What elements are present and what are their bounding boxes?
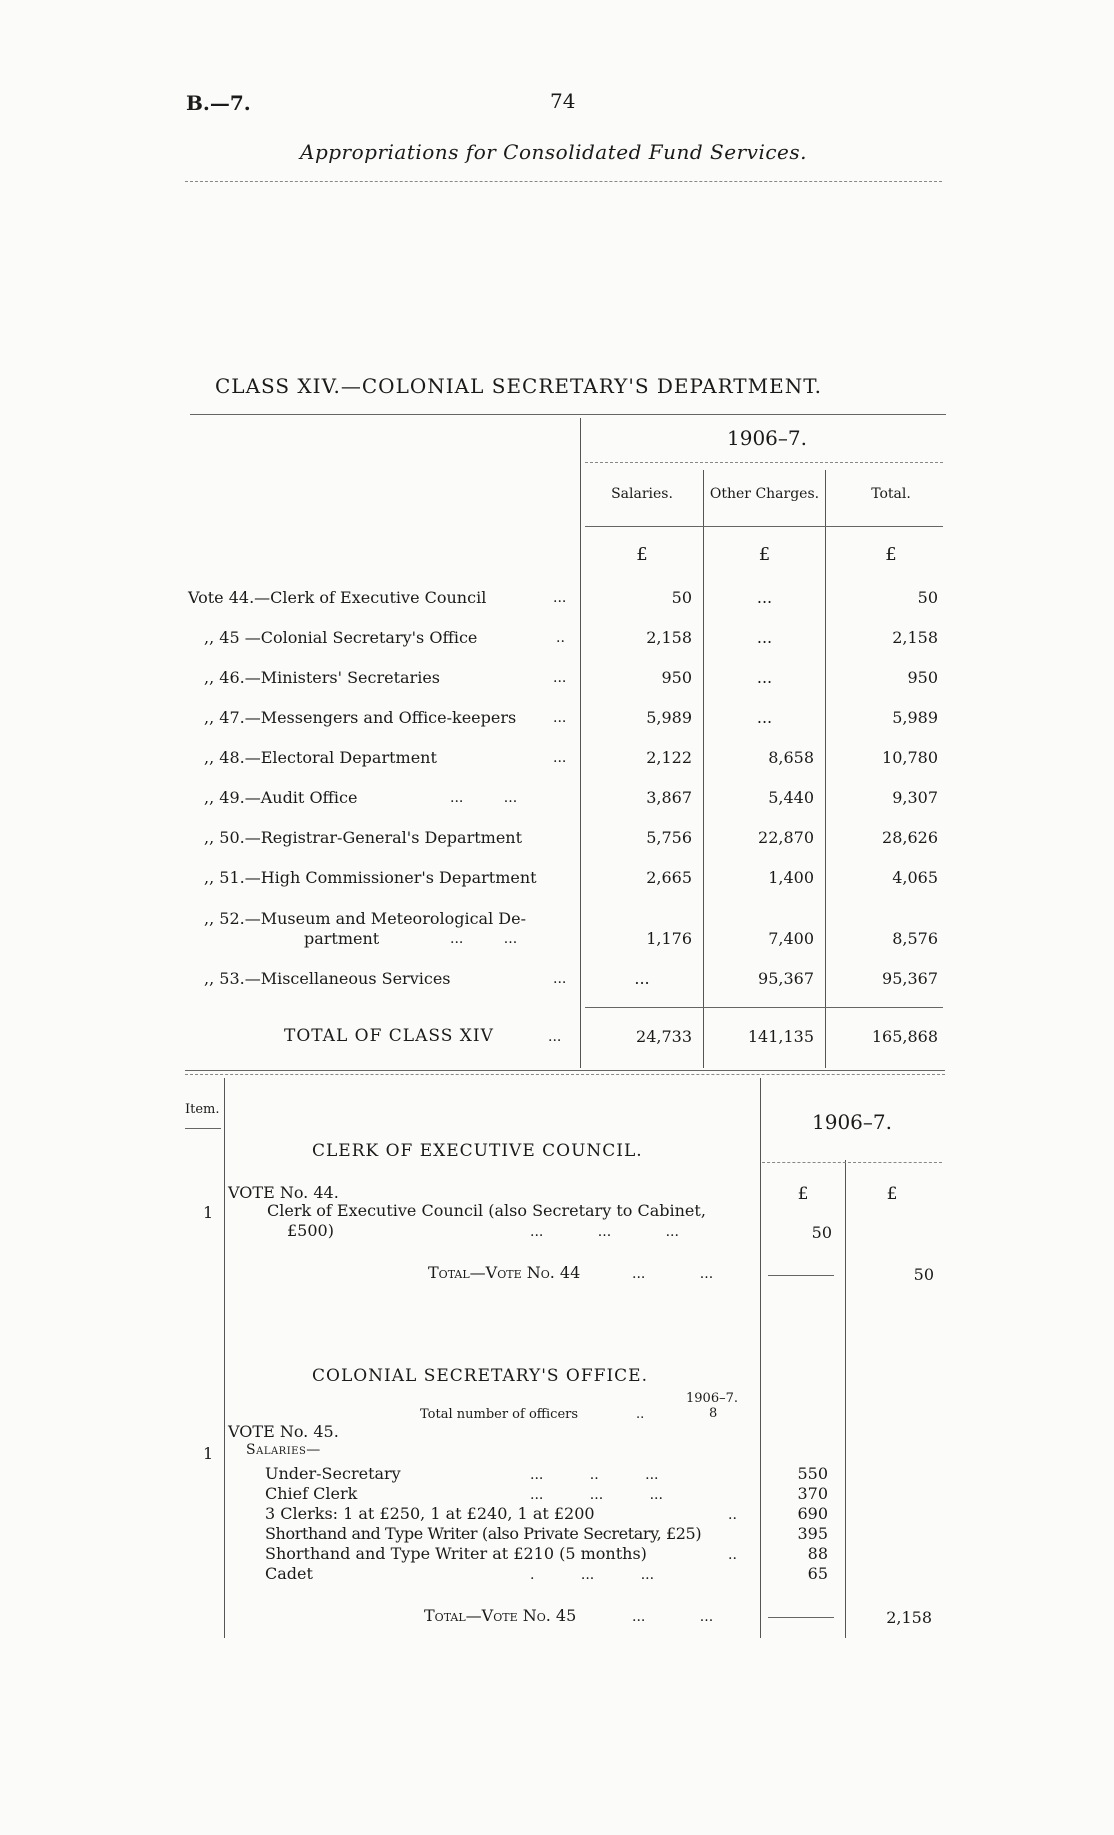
- leader-dots: ...: [548, 1029, 562, 1045]
- total-value: 95,367: [882, 969, 938, 988]
- salaries-value: 50: [671, 588, 692, 607]
- item-header: Item.: [185, 1102, 220, 1117]
- vote-total-label: Total—Vote No. 45: [424, 1606, 577, 1625]
- other-charges-value: ...: [756, 628, 773, 647]
- item-header-rule: [185, 1128, 221, 1129]
- leader-dots: ... ...: [632, 1609, 714, 1625]
- leader-dots: ... ... ...: [530, 1224, 679, 1240]
- summary-row-label-continued: partment: [304, 929, 380, 948]
- total-label: TOTAL OF CLASS XIV: [284, 1026, 494, 1046]
- total-value: 28,626: [882, 828, 938, 847]
- total-rule: [585, 1007, 943, 1008]
- other-charges-value: 5,440: [768, 788, 814, 807]
- salary-amount: 395: [797, 1524, 828, 1543]
- amount-col-divider-1: [760, 1078, 761, 1638]
- salaries-value: 950: [661, 668, 692, 687]
- leader-dots: ... ...: [450, 931, 518, 947]
- currency-other: £: [758, 544, 771, 565]
- leader-dots: ... ... ...: [530, 1487, 663, 1503]
- officers-year: 1906–7.: [686, 1391, 738, 1406]
- total-other-charges: 141,135: [747, 1027, 814, 1046]
- total-value: 10,780: [882, 748, 938, 767]
- summary-row-label: ,, 52.—Museum and Meteorological De-: [204, 909, 526, 928]
- leader-dots: ... ...: [632, 1266, 714, 1282]
- page-title: Appropriations for Consolidated Fund Services.: [300, 140, 808, 164]
- item-number: 1: [203, 1203, 214, 1222]
- salary-description: Cadet: [265, 1564, 313, 1583]
- salaries-value: 5,756: [646, 828, 692, 847]
- detail-year-rule: [762, 1162, 942, 1163]
- col-header-total: Total.: [871, 486, 911, 502]
- other-charges-value: 1,400: [768, 868, 814, 887]
- total-value: 950: [907, 668, 938, 687]
- leader-dots: ..: [728, 1547, 737, 1563]
- detail-year: 1906–7.: [812, 1110, 892, 1134]
- other-charges-value: 95,367: [758, 969, 814, 988]
- salaries-value: 5,989: [646, 708, 692, 727]
- summary-row-label: ,, 53.—Miscellaneous Services: [204, 969, 451, 988]
- item-number: 1: [203, 1444, 214, 1463]
- section-rule-2: [185, 1074, 945, 1075]
- item-amount: 50: [811, 1223, 832, 1242]
- section-heading: COLONIAL SECRETARY'S OFFICE.: [312, 1366, 648, 1386]
- other-charges-value: 8,658: [768, 748, 814, 767]
- salary-description: Shorthand and Type Writer (also Private Secretary, £25): [265, 1524, 702, 1543]
- total-salaries: 24,733: [636, 1027, 692, 1046]
- currency-total: £: [885, 544, 897, 565]
- currency-total: £: [886, 1184, 898, 1204]
- leader-dots: ..: [636, 1407, 645, 1422]
- total-value: 5,989: [892, 708, 938, 727]
- total-value: 50: [917, 588, 938, 607]
- leader-dots: ..: [556, 630, 565, 646]
- total-dash: [768, 1617, 834, 1618]
- summary-year-rule: [585, 462, 943, 463]
- summary-row-label: ,, 50.—Registrar-General's Department: [204, 828, 523, 847]
- class-heading: CLASS XIV.—COLONIAL SECRETARY'S DEPARTMENT.: [215, 374, 822, 398]
- salary-description: Under-Secretary: [265, 1464, 401, 1483]
- leader-dots: ...: [553, 670, 567, 686]
- summary-row-label: ,, 46.—Ministers' Secretaries: [204, 668, 440, 687]
- item-col-divider: [224, 1078, 225, 1638]
- leader-dots: ...: [553, 590, 567, 606]
- leader-dots: ...: [553, 750, 567, 766]
- currency-salaries: £: [636, 544, 648, 565]
- other-charges-value: ...: [756, 668, 773, 687]
- leader-dots: ...: [553, 710, 567, 726]
- salaries-value: 2,665: [646, 868, 692, 887]
- officers-count: 8: [709, 1406, 718, 1421]
- leader-dots: ..: [728, 1507, 737, 1523]
- other-charges-value: 22,870: [758, 828, 814, 847]
- salary-amount: 370: [797, 1484, 828, 1503]
- total-dash: [768, 1275, 834, 1276]
- salaries-subheading: Salaries—: [246, 1442, 321, 1458]
- summary-row-label: ,, 49.—Audit Office: [204, 788, 358, 807]
- leader-dots: ...: [553, 971, 567, 987]
- total-value: 4,065: [892, 868, 938, 887]
- salaries-value: 1,176: [646, 929, 692, 948]
- leader-dots: ... .. ...: [530, 1467, 659, 1483]
- total-value: 8,576: [892, 929, 938, 948]
- total-value: 2,158: [892, 628, 938, 647]
- summary-col-divider-1: [580, 418, 581, 1068]
- salaries-value: 3,867: [646, 788, 692, 807]
- salaries-value: ...: [634, 969, 650, 988]
- other-charges-value: ...: [756, 588, 773, 607]
- item-description: Clerk of Executive Council (also Secretary to Cabinet,: [267, 1201, 706, 1220]
- salary-description: 3 Clerks: 1 at £250, 1 at £240, 1 at £200: [265, 1504, 595, 1523]
- page-number: 74: [550, 89, 576, 113]
- section-rule: [185, 1070, 945, 1071]
- vote-label: VOTE No. 44.: [228, 1183, 339, 1202]
- salaries-value: 2,122: [646, 748, 692, 767]
- vote-total: 50: [913, 1265, 934, 1284]
- salary-description: Shorthand and Type Writer at £210 (5 months): [265, 1544, 647, 1563]
- officers-label: Total number of officers: [420, 1407, 579, 1422]
- col-header-salaries: Salaries.: [611, 486, 673, 502]
- leader-dots: ... ...: [450, 790, 518, 806]
- total-value: 9,307: [892, 788, 938, 807]
- vote-total-label: Total—Vote No. 44: [428, 1263, 581, 1282]
- salary-amount: 550: [797, 1464, 828, 1483]
- salary-description: Chief Clerk: [265, 1484, 358, 1503]
- class-heading-rule: [190, 414, 946, 415]
- header-rule: [185, 181, 942, 182]
- section-heading: CLERK OF EXECUTIVE COUNCIL.: [312, 1141, 643, 1161]
- salaries-value: 2,158: [646, 628, 692, 647]
- other-charges-value: 7,400: [768, 929, 814, 948]
- currency-item: £: [797, 1184, 809, 1204]
- summary-row-label: ,, 45 —Colonial Secretary's Office: [204, 628, 478, 647]
- summary-year: 1906–7.: [727, 426, 807, 450]
- summary-row-label: ,, 47.—Messengers and Office-keepers: [204, 708, 517, 727]
- amount-col-divider-2: [845, 1160, 846, 1638]
- total-grand: 165,868: [871, 1027, 938, 1046]
- salary-amount: 65: [807, 1564, 828, 1583]
- vote-label: VOTE No. 45.: [228, 1422, 339, 1441]
- other-charges-value: ...: [756, 708, 773, 727]
- vote-total: 2,158: [886, 1608, 932, 1627]
- salary-amount: 690: [797, 1504, 828, 1523]
- col-header-rule: [585, 526, 943, 527]
- col-header-other-charges: Other Charges.: [709, 486, 820, 502]
- salary-amount: 88: [807, 1544, 828, 1563]
- document-reference: B.—7.: [186, 91, 251, 115]
- summary-row-label: ,, 51.—High Commissioner's Department: [204, 868, 537, 887]
- leader-dots: . ... ...: [530, 1567, 655, 1583]
- summary-row-label: ,, 48.—Electoral Department: [204, 748, 437, 767]
- item-description-continued: £500): [287, 1221, 334, 1240]
- summary-row-label: Vote 44.—Clerk of Executive Council: [188, 588, 487, 607]
